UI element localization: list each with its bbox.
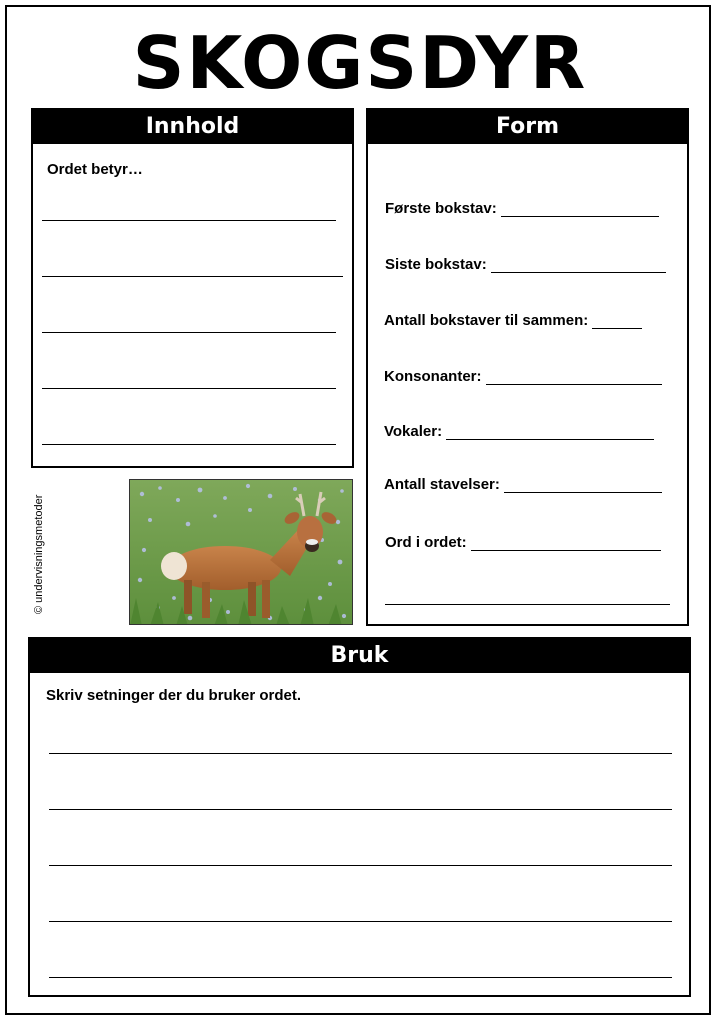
field-antall-bokstaver: [384, 312, 642, 329]
writing-line[interactable]: [42, 276, 343, 277]
copyright-text: © undervisningsmetoder: [33, 494, 45, 614]
form-header: Form: [368, 110, 687, 144]
answer-blank[interactable]: [486, 370, 662, 385]
writing-line[interactable]: [42, 388, 336, 389]
field-label: Siste bokstav:: [385, 256, 487, 273]
answer-blank[interactable]: [471, 536, 661, 551]
writing-line[interactable]: [49, 921, 672, 922]
answer-blank[interactable]: [501, 202, 659, 217]
innhold-prompt: Ordet betyr…: [47, 161, 143, 178]
answer-blank[interactable]: [491, 258, 666, 273]
answer-blank[interactable]: [504, 478, 662, 493]
field-label: Vokaler:: [384, 423, 443, 440]
bruk-prompt: Skriv setninger der du bruker ordet.: [46, 687, 302, 704]
field-forste-bokstav: [385, 200, 659, 217]
writing-line[interactable]: [42, 220, 336, 221]
writing-line[interactable]: [49, 977, 672, 978]
form-panel: [366, 108, 689, 626]
field-vokaler: [384, 423, 654, 440]
writing-line[interactable]: [42, 444, 336, 445]
field-label: Konsonanter:: [384, 368, 482, 385]
innhold-header: Innhold: [33, 110, 352, 144]
answer-blank[interactable]: [592, 314, 642, 329]
writing-line[interactable]: [385, 604, 670, 605]
field-label: Antall stavelser:: [384, 476, 500, 493]
field-label: Første bokstav:: [385, 200, 497, 217]
field-konsonanter: [384, 368, 662, 385]
writing-line[interactable]: [49, 865, 672, 866]
writing-line[interactable]: [42, 332, 336, 333]
innhold-panel: [31, 108, 354, 468]
writing-line[interactable]: [49, 753, 672, 754]
deer-photo: [129, 479, 353, 625]
answer-blank[interactable]: [446, 425, 654, 440]
page-title: SKOGSDYR: [132, 21, 588, 105]
bruk-panel: [28, 637, 691, 997]
bruk-header: Bruk: [30, 639, 689, 673]
field-ord-i-ordet: [385, 534, 661, 551]
field-siste-bokstav: [385, 256, 666, 273]
field-antall-stavelser: [384, 476, 662, 493]
field-label: Antall bokstaver til sammen:: [384, 312, 589, 329]
writing-line[interactable]: [49, 809, 672, 810]
deer-illustration: [130, 480, 353, 625]
field-label: Ord i ordet:: [385, 534, 467, 551]
